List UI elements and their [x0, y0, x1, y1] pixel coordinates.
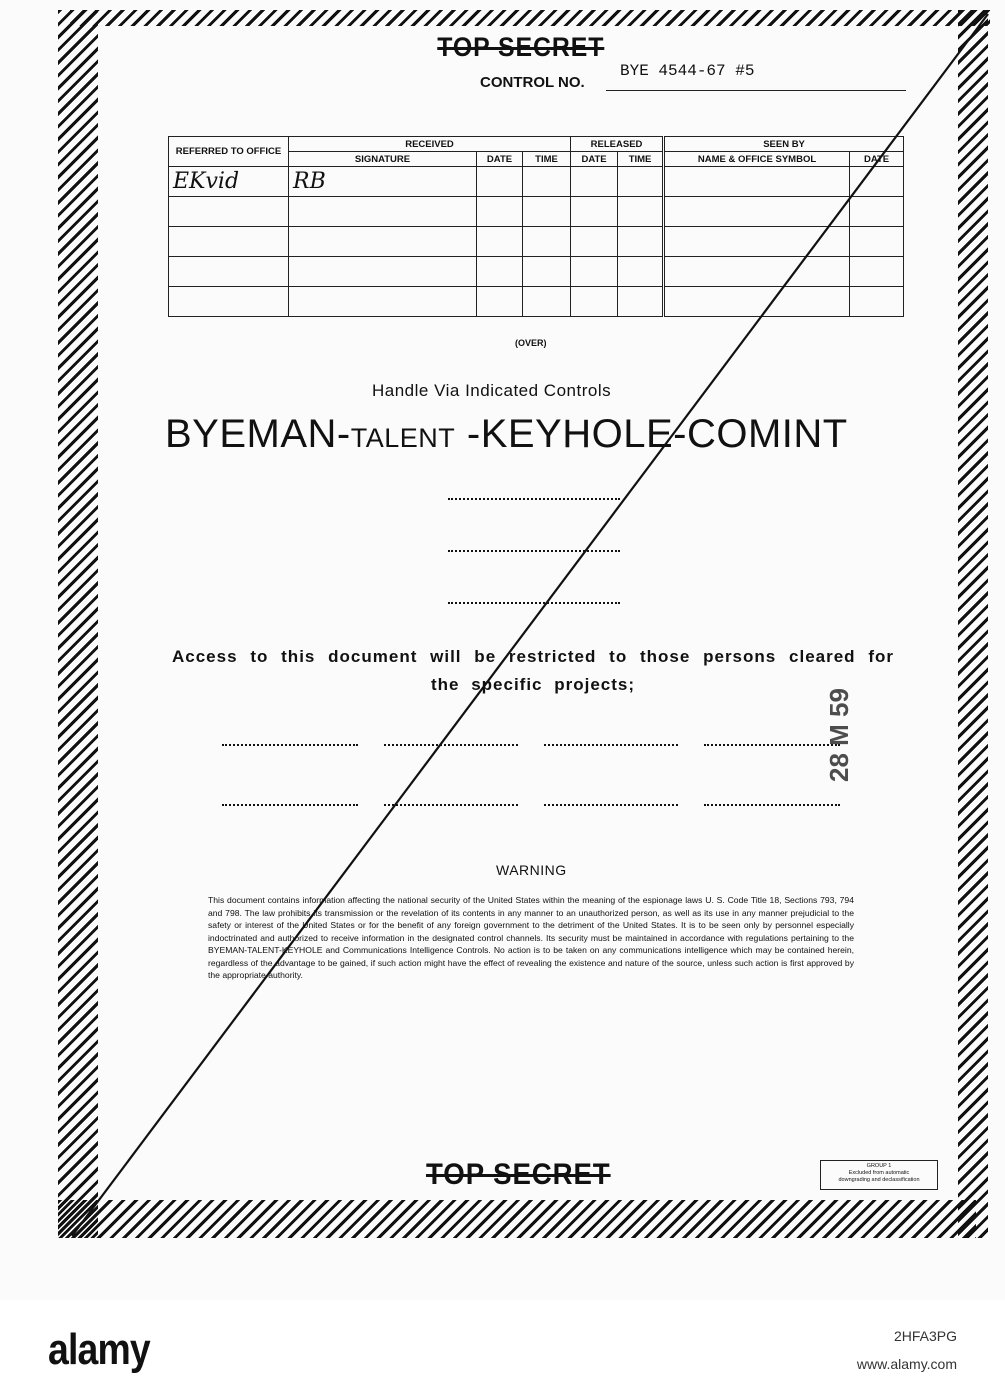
group-line-3: downgrading and declassification	[838, 1177, 920, 1183]
header-received: RECEIVED	[289, 137, 571, 152]
date-stamp: 28 M 59	[824, 688, 854, 782]
cell-office: EKvid	[169, 167, 289, 197]
header-signature: SIGNATURE	[289, 152, 477, 167]
brand-logo: alamy	[48, 1325, 150, 1374]
group-line-1: GROUP 1	[866, 1163, 892, 1169]
header-received-date: DATE	[477, 152, 523, 167]
header-referred-to-office: REFERRED TO OFFICE	[169, 137, 289, 167]
control-number-label: CONTROL NO.	[480, 74, 585, 91]
header-name-office-symbol: NAME & OFFICE SYMBOL	[664, 152, 850, 167]
footer-info	[857, 1322, 957, 1378]
header-released-date: DATE	[571, 152, 618, 167]
warning-heading: WARNING	[496, 862, 567, 878]
title-part-keyhole-comint: -KEYHOLE-COMINT	[455, 412, 848, 456]
access-restriction-text: Access to this document will be restricted to those persons cleared for the specific projects;	[172, 647, 894, 694]
warning-body: This document contains information affecting the national security of the United States within the meaning of the espionage laws U. S. Code Title 18, Sections 793, 794 and 798. The law prohibits its transmission or the revelation of its contents in any manner to an unauthorized person, as well as its use in any manner prejudicial to the safety or interest of the United States or for the benefit of any foreign government to the detriment of the United States. It is to be seen only by personnel especially indoctrinated and authorized to receive information in the designated control channels. Its security must be maintained in accordance with regulations pertaining to the BYEMAN-TALENT-KEYHOLE and Communications Intelligence Controls. No action is to be taken on any communications intelligence which may be contained herein, regardless of the advantage to be gained, if such action might have the effect of revealing the existence and nature of the source, unless such action is first approved by the appropriate authority.	[208, 895, 854, 980]
header-released-time: TIME	[618, 152, 664, 167]
over-label: (OVER)	[515, 338, 547, 348]
site-url: www.alamy.com	[856, 1356, 957, 1372]
control-number-value: BYE 4544-67 #5	[620, 62, 755, 80]
watermark-footer	[0, 1300, 1005, 1390]
group-line-2: Excluded from automatic	[848, 1170, 910, 1176]
title-part-talent: TALENT	[350, 423, 456, 453]
header-released: RELEASED	[571, 137, 664, 152]
cancel-stroke	[72, 14, 988, 1236]
cell-signature: RB	[289, 167, 477, 197]
handle-via-heading: Handle Via Indicated Controls	[372, 381, 612, 400]
image-id: 2HFA3PG	[893, 1328, 957, 1344]
classification-top: TOP SECRET	[437, 32, 605, 62]
header-seen-by: SEEN BY	[664, 137, 904, 152]
header-seen-date: DATE	[850, 152, 904, 167]
title-part-byeman: BYEMAN-	[165, 412, 351, 456]
header-received-time: TIME	[523, 152, 571, 167]
classification-bottom: TOP SECRET	[426, 1158, 611, 1191]
